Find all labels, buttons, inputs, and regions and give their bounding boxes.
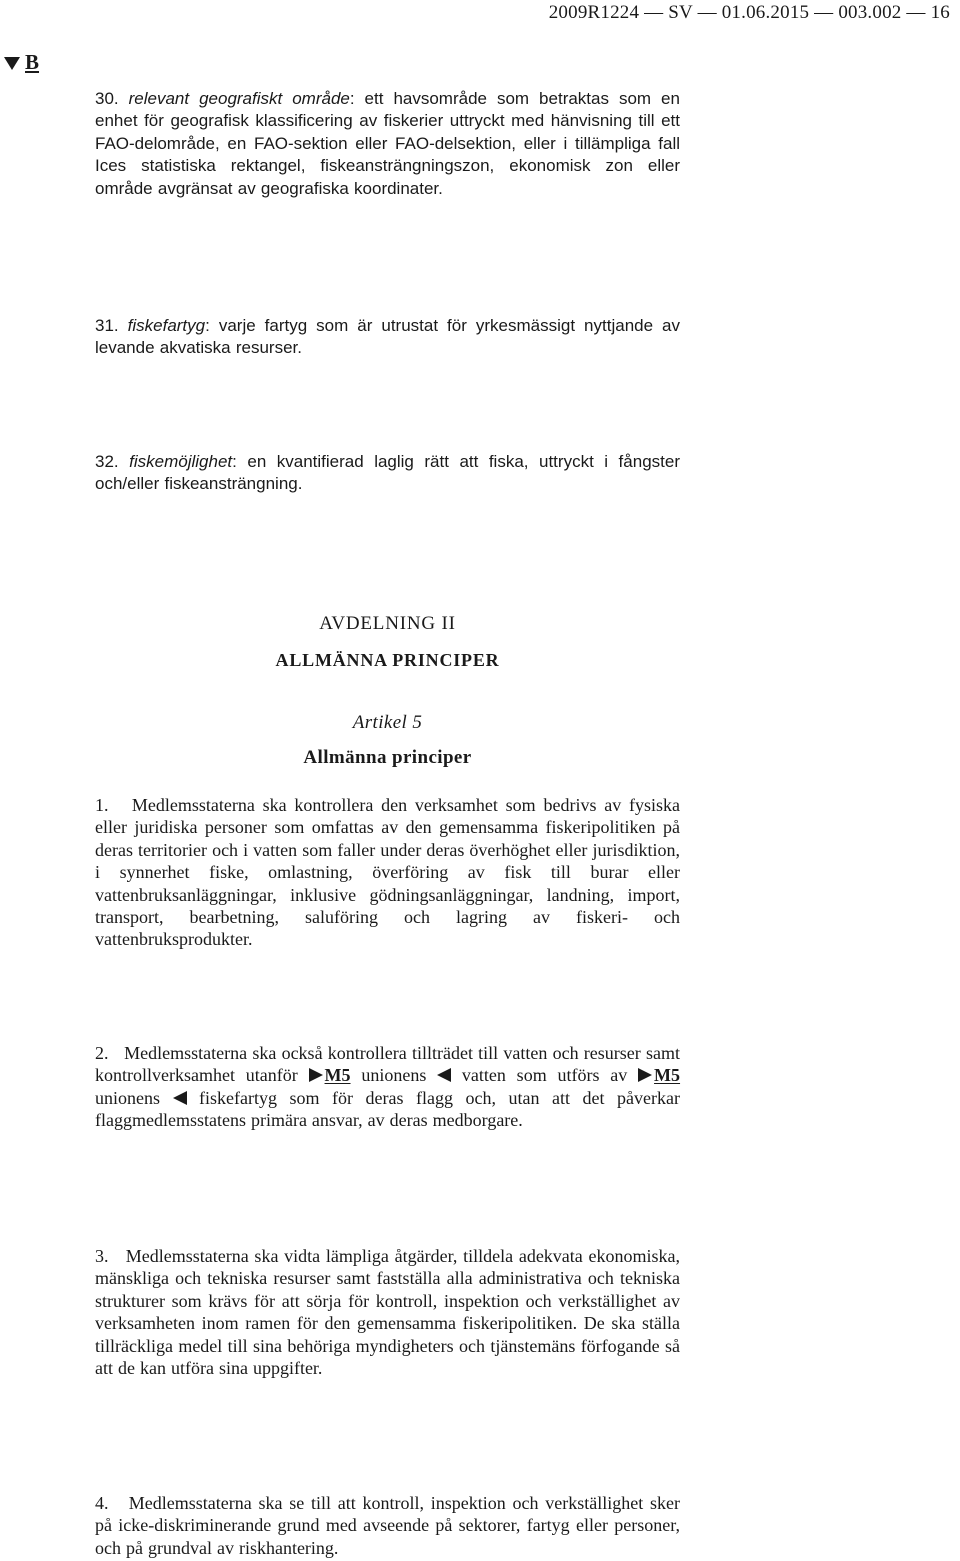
down-triangle-icon — [4, 57, 20, 70]
amendment-marker — [4, 50, 39, 75]
definition-term: relevant geografiskt område — [128, 89, 350, 108]
amendment-end-icon — [173, 1091, 187, 1105]
article-paragraph-2 — [95, 1042, 680, 1132]
definition-text: : ett havsområde som betraktas som en enhet för geografisk klassificering av fiskerier uttryckt med hänvisning till ett FAO-delområde, en FAO-sektion eller FAO-delsektion, eller i tillämpliga fall Ices statistiska rektangel, fiskeansträngningszon, ekonomisk zon eller område avgränsat av geografiska koordinater. — [95, 89, 680, 198]
article-title: Allmänna principer — [303, 747, 472, 768]
amendment-start-icon — [638, 1068, 652, 1082]
definition-number: 30. — [95, 89, 119, 108]
definition-text: : varje fartyg som är utrustat för yrkesmässigt nyttjande av levande akvatiska resurser. — [95, 316, 680, 358]
definition-32 — [95, 451, 680, 496]
article-paragraph-4 — [95, 1492, 680, 1559]
paragraph-text: Medlemsstaterna ska kontrollera den verksamhet som bedrivs av fysiska eller juridiska personer som omfattas av den gemensamma fiskeripolitiken på deras territorier och i vatten som faller under deras överhöghet eller jurisdiktion, i synnerhet fiske, omlastning, överföring av fisk till burar eller vattenbruksanläggningar, inklusive gödningsanläggningar, landning, import, transport, bearbetning, saluföring och lagring av fiskeri- och vattenbruksprodukter. — [95, 795, 681, 950]
definition-text: : en kvantifierad laglig rätt att fiska, uttryckt i fångster och/eller fiskeansträngning. — [95, 452, 680, 494]
article-paragraph-3 — [95, 1245, 680, 1379]
definition-31 — [95, 315, 680, 360]
paragraph-text-part2: unionens — [361, 1065, 427, 1086]
division-label: AVDELNING II — [319, 613, 456, 634]
paragraph-text-part1: Medlemsstaterna ska också kontrollera tillträdet till vatten och resurser samt kontrollverksamhet utanför — [95, 1043, 681, 1086]
paragraph-number: 4. — [95, 1493, 109, 1513]
definition-term: fiskefartyg — [127, 316, 206, 335]
article-label: Artikel 5 — [352, 712, 423, 733]
paragraph-text: Medlemsstaterna ska se till att kontroll, inspektion och verkställighet sker på icke-diskriminerande grund med avseende på sektorer, fartyg eller personer, och på grundval av riskhantering. — [95, 1493, 680, 1558]
document-reference-header: 2009R1224 — SV — 01.06.2015 — 003.002 — 16 — [548, 2, 950, 23]
amendment-marker-letter: B — [25, 50, 40, 74]
definition-number: 32. — [95, 452, 119, 471]
amendment-start-icon — [309, 1068, 323, 1082]
amendment-reference[interactable]: M5 — [654, 1065, 681, 1086]
division-title: ALLMÄNNA PRINCIPER — [275, 650, 500, 670]
amendment-end-icon — [437, 1068, 451, 1082]
definition-term: fiskemöjlighet — [129, 452, 233, 471]
definition-30 — [95, 88, 680, 200]
paragraph-text-part3: vatten som utförs av — [461, 1065, 628, 1086]
paragraph-text: Medlemsstaterna ska vidta lämpliga åtgärder, tilldela adekvata ekonomiska, mänskliga och tekniska resurser samt fastställa alla administrativa och tekniska strukturer som krävs för att sörja för kontroll, inspektion och verkställighet av verksamheten inom ramen för den gemensamma fiskeripolitiken. De ska ställa tillräckliga medel till sina behöriga myndigheters och tjänstemäns förfogande så att de kan utföra sina uppgifter. — [95, 1246, 681, 1379]
paragraph-number: 3. — [95, 1246, 109, 1266]
paragraph-number: 2. — [95, 1043, 109, 1063]
amendment-reference[interactable]: M5 — [324, 1065, 351, 1086]
article-paragraph-1 — [95, 794, 680, 951]
definition-number: 31. — [95, 316, 119, 335]
paragraph-text-part5: fiskefartyg som för deras flagg och, utan att det påverkar flaggmedlemsstatens primära ansvar, av deras medborgare. — [95, 1087, 680, 1131]
paragraph-number: 1. — [95, 795, 109, 815]
paragraph-text-part4: unionens — [95, 1087, 160, 1108]
